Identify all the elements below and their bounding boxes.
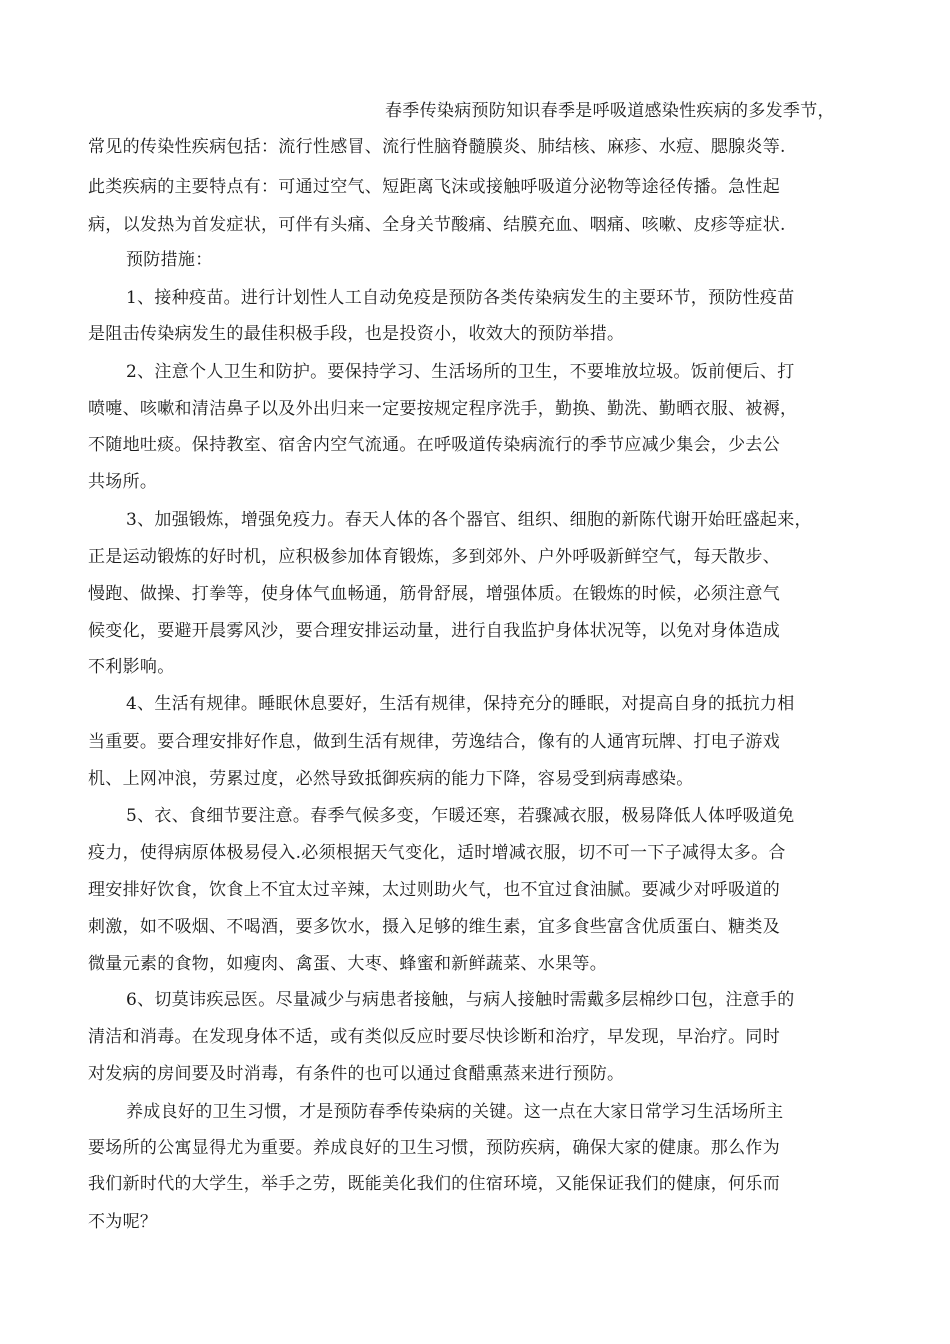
conclusion-line: 不为呢？ xyxy=(88,1212,158,1232)
measure-2-line: 共场所。 xyxy=(88,472,158,492)
conclusion-line: 养成良好的卫生习惯，才是预防春季传染病的关键。这一点在大家日常学习生活场所主 xyxy=(126,1102,784,1122)
section-heading: 预防措施： xyxy=(126,250,213,270)
measure-6-line: 清洁和消毒。在发现身体不适，或有类似反应时要尽快诊断和治疗，早发现，早治疗。同时 xyxy=(88,1027,780,1047)
measure-5-line: 刺激，如不吸烟、不喝酒，要多饮水，摄入足够的维生素，宜多食些富含优质蛋白、糖类及 xyxy=(88,917,780,937)
measure-6-line: 对发病的房间要及时消毒，有条件的也可以通过食醋熏蒸来进行预防。 xyxy=(88,1064,625,1084)
measure-5-line: 理安排好饮食，饮食上不宜太过辛辣，太过则助火气，也不宜过食油腻。要减少对呼吸道的 xyxy=(88,880,780,900)
intro-line: 此类疾病的主要特点有：可通过空气、短距离飞沫或接触呼吸道分泌物等途径传播。急性起 xyxy=(88,177,780,197)
measure-2-line: 喷嚏、咳嗽和清洁鼻子以及外出归来一定要按规定程序洗手，勤换、勤洗、勤晒衣服、被褥， xyxy=(88,399,798,419)
intro-line: 常见的传染性疾病包括：流行性感冒、流行性脑脊髓膜炎、肺结核、麻疹、水痘、腮腺炎等. xyxy=(88,137,786,157)
measure-4-line: 4、生活有规律。睡眠休息要好，生活有规律，保持充分的睡眠，对提高自身的抵抗力相 xyxy=(126,694,795,714)
conclusion-line: 我们新时代的大学生，举手之劳，既能美化我们的住宿环境，又能保证我们的健康，何乐而 xyxy=(88,1174,780,1194)
measure-5-line: 微量元素的食物，如瘦肉、禽蛋、大枣、蜂蜜和新鲜蔬菜、水果等。 xyxy=(88,954,607,974)
measure-3-line: 慢跑、做操、打拳等，使身体气血畅通，筋骨舒展，增强体质。在锻炼的时候，必须注意气 xyxy=(88,584,780,604)
measure-4-line: 机、上网冲浪，劳累过度，必然导致抵御疾病的能力下降，容易受到病毒感染。 xyxy=(88,769,694,789)
measure-3-line: 不利影响。 xyxy=(88,657,175,677)
measure-3-line: 候变化，要避开晨雾风沙，要合理安排运动量，进行自我监护身体状况等，以免对身体造成 xyxy=(88,621,780,641)
intro-line: 春季传染病预防知识春季是呼吸道感染性疾病的多发季节， xyxy=(385,101,835,121)
measure-2-line: 2、注意个人卫生和防护。要保持学习、生活场所的卫生，不要堆放垃圾。饭前便后、打 xyxy=(126,362,795,382)
measure-4-line: 当重要。要合理安排好作息，做到生活有规律，劳逸结合，像有的人通宵玩牌、打电子游戏 xyxy=(88,732,780,752)
measure-5-line: 5、衣、食细节要注意。春季气候多变，乍暖还寒，若骤减衣服，极易降低人体呼吸道免 xyxy=(126,806,795,826)
measure-1-line: 1、接种疫苗。进行计划性人工自动免疫是预防各类传染病发生的主要环节，预防性疫苗 xyxy=(126,288,795,308)
intro-line: 病，以发热为首发症状，可伴有头痛、全身关节酸痛、结膜充血、咽痛、咳嗽、皮疹等症状. xyxy=(88,215,786,235)
measure-2-line: 不随地吐痰。保持教室、宿舍内空气流通。在呼吸道传染病流行的季节应减少集会，少去公 xyxy=(88,435,780,455)
measure-6-line: 6、切莫讳疾忌医。尽量减少与病患者接触，与病人接触时需戴多层棉纱口包，注意手的 xyxy=(126,990,795,1010)
measure-3-line: 正是运动锻炼的好时机，应积极参加体育锻炼，多到郊外、户外呼吸新鲜空气，每天散步、 xyxy=(88,547,780,567)
conclusion-line: 要场所的公寓显得尤为重要。养成良好的卫生习惯，预防疾病，确保大家的健康。那么作为 xyxy=(88,1138,780,1158)
measure-1-line: 是阻击传染病发生的最佳积极手段，也是投资小，收效大的预防举措。 xyxy=(88,324,625,344)
measure-3-line: 3、加强锻炼，增强免疫力。春天人体的各个器官、组织、细胞的新陈代谢开始旺盛起来， xyxy=(126,510,812,530)
measure-5-line: 疫力，使得病原体极易侵入.必须根据天气变化，适时增减衣服，切不可一下子减得太多。合 xyxy=(88,843,786,863)
